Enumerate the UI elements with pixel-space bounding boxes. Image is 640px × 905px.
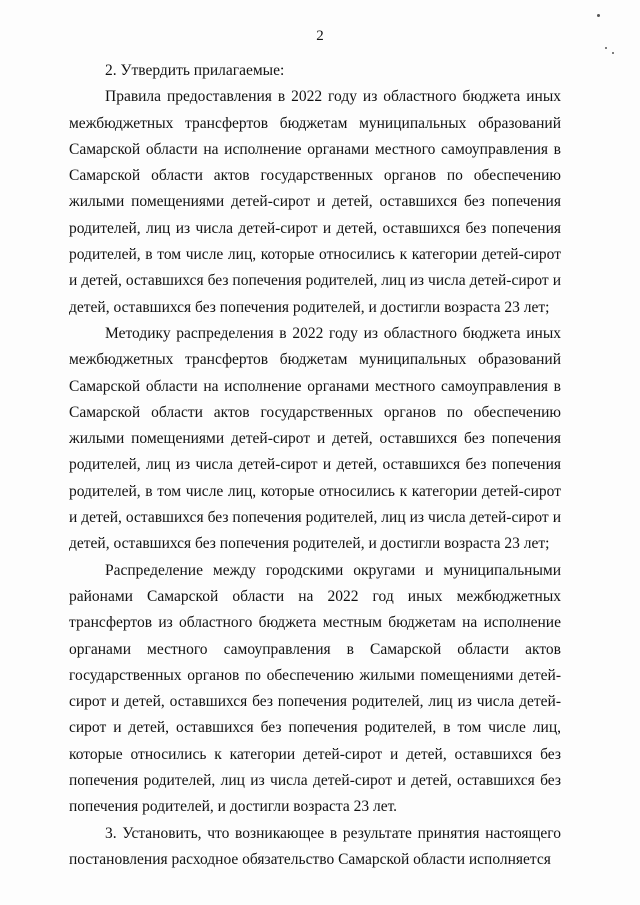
page-number: 2 (316, 28, 324, 44)
scan-speck (612, 52, 614, 54)
scan-speck (605, 47, 607, 49)
scan-speck (597, 14, 600, 17)
paragraph-obligation: 3. Установить, что возникающее в результате принятия настоящего постановления расходное обязательство Самарской области исполняется (69, 824, 561, 868)
paragraph-approve-heading: 2. Утвердить прилагаемые: (105, 62, 285, 79)
paragraph-rules: Правила предоставления в 2022 году из областного бюджета иных межбюджетных трансфертов бюджетам муниципальных образований Самарской области на исполнение органами местного самоуправления в Самарской области актов государственных органов по обеспечению жилыми помещениями детей-сирот и детей, оставшихся без попечения родителей, лиц из числа детей-сирот и детей, оставшихся без попечения родителей, в том числе лиц, которые относились к категории детей-сирот и детей, оставшихся без попечения родителей, лиц из числа детей-сирот и детей, оставшихся без попечения родителей, и достигли возраста 23 лет; (69, 88, 561, 316)
document-body (69, 58, 561, 873)
paragraph-distribution: Распределение между городскими округами и муниципальными районами Самарской области на 2022 год иных межбюджетных трансфертов из областного бюджета местным бюджетам на исполнение органами местного самоуправления в Самарской области актов государственных органов по обеспечению жилыми помещениями детей-сирот и детей, оставшихся без попечения родителей, лиц из числа детей-сирот и детей, оставшихся без попечения родителей, в том числе лиц, которые относились к категории детей-сирот и детей, оставшихся без попечения родителей, лиц из числа детей-сирот и детей, оставшихся без попечения родителей, и достигли возраста 23 лет. (69, 561, 561, 816)
paragraph-methodology: Методику распределения в 2022 году из областного бюджета иных межбюджетных трансфертов бюджетам муниципальных образований Самарской области на исполнение органами местного самоуправления в Самарской области актов государственных органов по обеспечению жилыми помещениями детей-сирот и детей, оставшихся без попечения родителей, лиц из числа детей-сирот и детей, оставшихся без попечения родителей, в том числе лиц, которые относились к категории детей-сирот и детей, оставшихся без попечения родителей, лиц из числа детей-сирот и детей, оставшихся без попечения родителей, и достигли возраста 23 лет; (69, 324, 561, 553)
